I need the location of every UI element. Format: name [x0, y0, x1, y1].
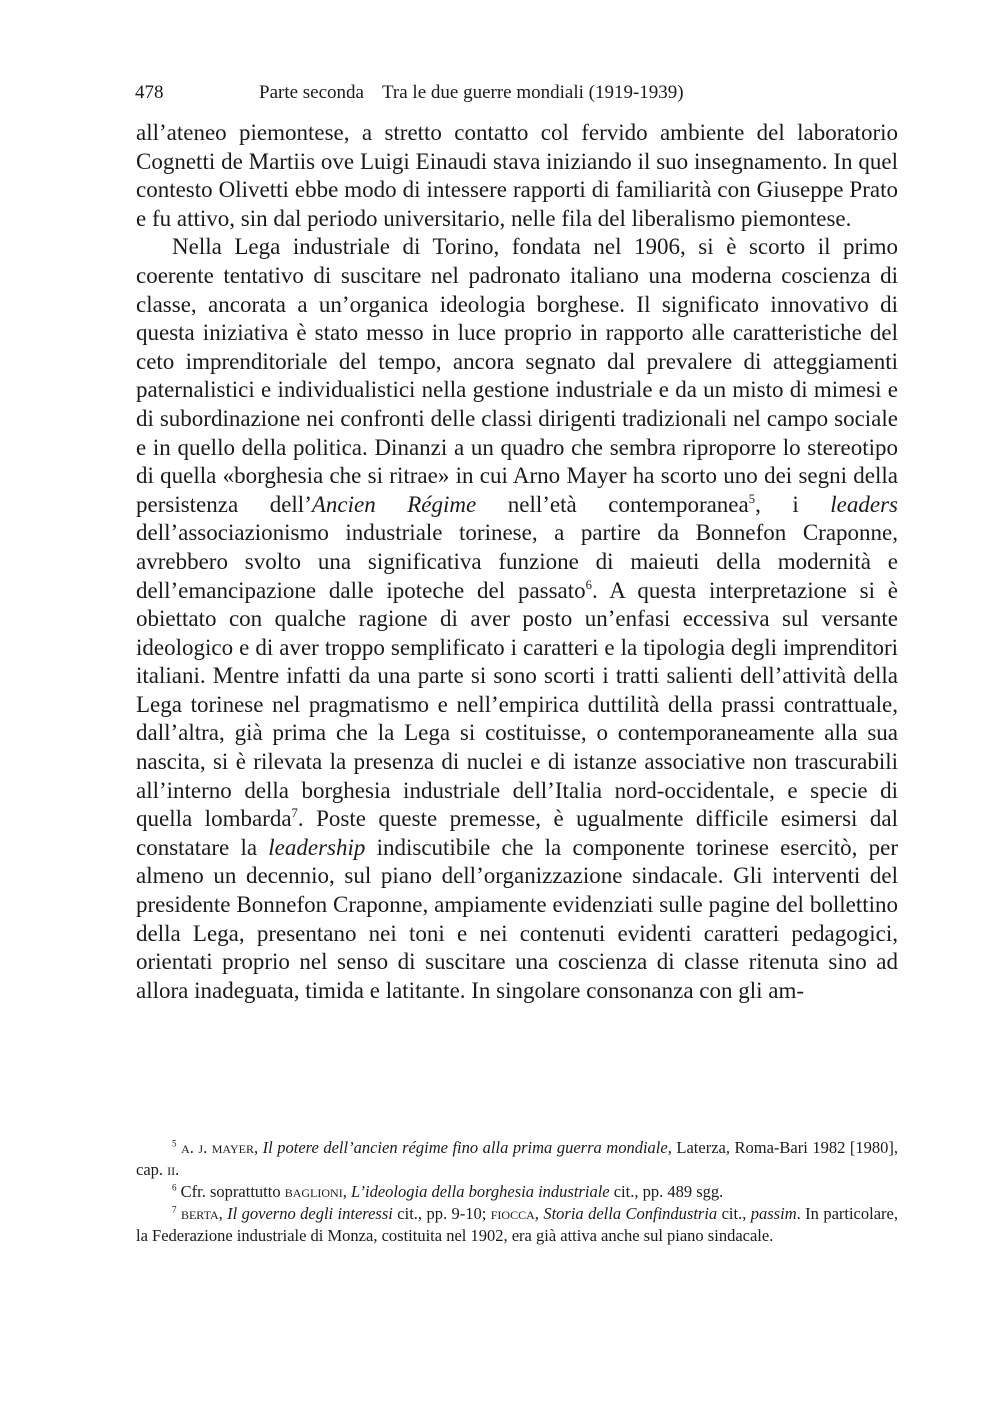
footnote-title: L’ideologia della borghesia industriale [350, 1182, 610, 1201]
footnote-title: Storia della Confindustria [543, 1204, 718, 1223]
text-run: dell’associazionismo industriale torinese, a partire da Bonnefon Craponne, avrebbero svolto una significativa funzione di maieuti della modernità e dell’emancipazione dalle ipoteche del passato [136, 520, 898, 603]
footnote-author: fiocca [490, 1204, 535, 1223]
italic-leadership: leadership [268, 834, 366, 860]
footnote-text: cit., pp. 9-10; [392, 1204, 491, 1223]
footnote-ref-5[interactable]: 5 [748, 491, 756, 506]
footnote-text: Cfr. soprattutto [180, 1182, 285, 1201]
footnote-text: , Laterza, Roma-Bari 1982 [1980], cap. [136, 1138, 899, 1179]
paragraph-1: all’ateneo piemontese, a stretto contatto col fervido ambiente del laboratorio Cognetti de Martiis ove Luigi Einaudi stava iniziando il suo insegnamento. In quel contesto Olivetti ebbe modo di intessere rapporti di familiarità con Giuseppe Prato e fu attivo, sin dal periodo universitario, nelle fila del liberalismo piemontese. [136, 120, 898, 231]
footnote-text: , [534, 1204, 544, 1223]
footnote-author: baglioni [284, 1182, 343, 1201]
text-run: Nella Lega industriale di Torino, fondata nel 1906, si è scorto il primo coerente tentativo di suscitare nel padronato italiano una moderna coscienza di classe, ancorata a un’organica ideologia borghese. Il significato innovativo di questa iniziativa è stato messo in luce proprio in rapporto alle caratteristiche del ceto imprenditoriale del tempo, ancora segnato dal prevalere di atteggiamenti paternalistici e individualistici nella gestione industriale e da un misto di mimesi e di subordinazione nei confronti delle classi dirigenti tradizionali nel campo sociale e in quello della politica. Dinanzi a un quadro che sembra riproporre lo stereotipo di quella «borghesia che si ritrae» in cui Arno Mayer ha scorto uno dei segni della persistenza dell’ [136, 234, 898, 517]
footnote-text: cit., [717, 1204, 751, 1223]
page-number: 478 [135, 82, 164, 103]
footnote-text: . [175, 1160, 180, 1179]
italic-leaders: leaders [830, 491, 898, 517]
footnote-ref-6[interactable]: 6 [585, 577, 592, 592]
footnote-7 [136, 1203, 898, 1247]
footnote-mark-5: 5 [172, 1138, 177, 1149]
part-label: Parte seconda [259, 82, 364, 103]
running-head [135, 80, 905, 106]
footnote-author: berta [180, 1204, 219, 1223]
paragraph-2 [136, 233, 898, 1005]
footnote-text: , [342, 1182, 351, 1201]
footnote-6 [136, 1181, 898, 1203]
main-text [136, 119, 898, 1005]
footnote-mark-6: 6 [172, 1182, 177, 1193]
footnote-text: , [253, 1138, 263, 1157]
footnote-text: cit., pp. 489 sgg. [609, 1182, 724, 1201]
running-head-title [259, 80, 684, 106]
footnote-mark-7: 7 [172, 1204, 177, 1215]
footnote-chapter: ii [167, 1160, 176, 1179]
section-label: Tra le due guerre mondiali (1919-1939) [381, 82, 684, 103]
text-run: , i [755, 491, 831, 517]
text-run: . Poste queste premesse, è ugualmente difficile esimersi dal constatare la [136, 806, 898, 860]
text-run: indiscutibile che la componente torinese esercitò, per almeno un decennio, sul piano dell’organizzazione sindacale. Gli interventi del presidente Bonnefon Craponne, ampiamente evidenziati sulle pagine del bollettino della Lega, presentano nei toni e nei contenuti evidenti caratteri pedagogici, orientati proprio nel senso di suscitare una coscienza di classe ritenuta sino ad allora inadeguata, timida e latitante. In singolare consonanza con gli am- [136, 834, 898, 1003]
footnote-text: , [218, 1204, 228, 1223]
footnote-title: Il governo degli interessi [227, 1204, 393, 1223]
footnote-title: Il potere dell’ancien régime fino alla prima guerra mondiale [262, 1138, 668, 1157]
text-run: . A questa interpretazione si è obiettato con qualche ragione di aver posto un’enfasi eccessiva sul versante ideologico e di aver troppo semplificato i caratteri e la tipologia degli imprenditori italiani. Mentre infatti da una parte si sono scorti i tratti salienti dell’attività della Lega torinese nel pragmatismo e nell’empirica duttilità della prassi contrattuale, dall’altra, già prima che la Lega si costituisse, o contemporaneamente alla sua nascita, si è rilevata la presenza di nuclei e di istanze associative non trascurabili all’interno della borghesia industriale dell’Italia nord-occidentale, e specie di quella lombarda [136, 577, 898, 832]
footnotes [136, 1137, 898, 1247]
footnote-author: a. j. mayer [181, 1138, 254, 1157]
footnote-text: . In particolare, la Federazione industriale di Monza, costituita nel 1902, era già attiva anche sul piano sindacale. [136, 1204, 898, 1245]
text-run: nell’età contemporanea [476, 491, 749, 517]
footnote-ref-7[interactable]: 7 [291, 806, 298, 821]
footnote-passim: passim [750, 1204, 797, 1223]
italic-ancien-regime: Ancien Régime [311, 491, 477, 517]
footnote-5 [136, 1137, 898, 1181]
